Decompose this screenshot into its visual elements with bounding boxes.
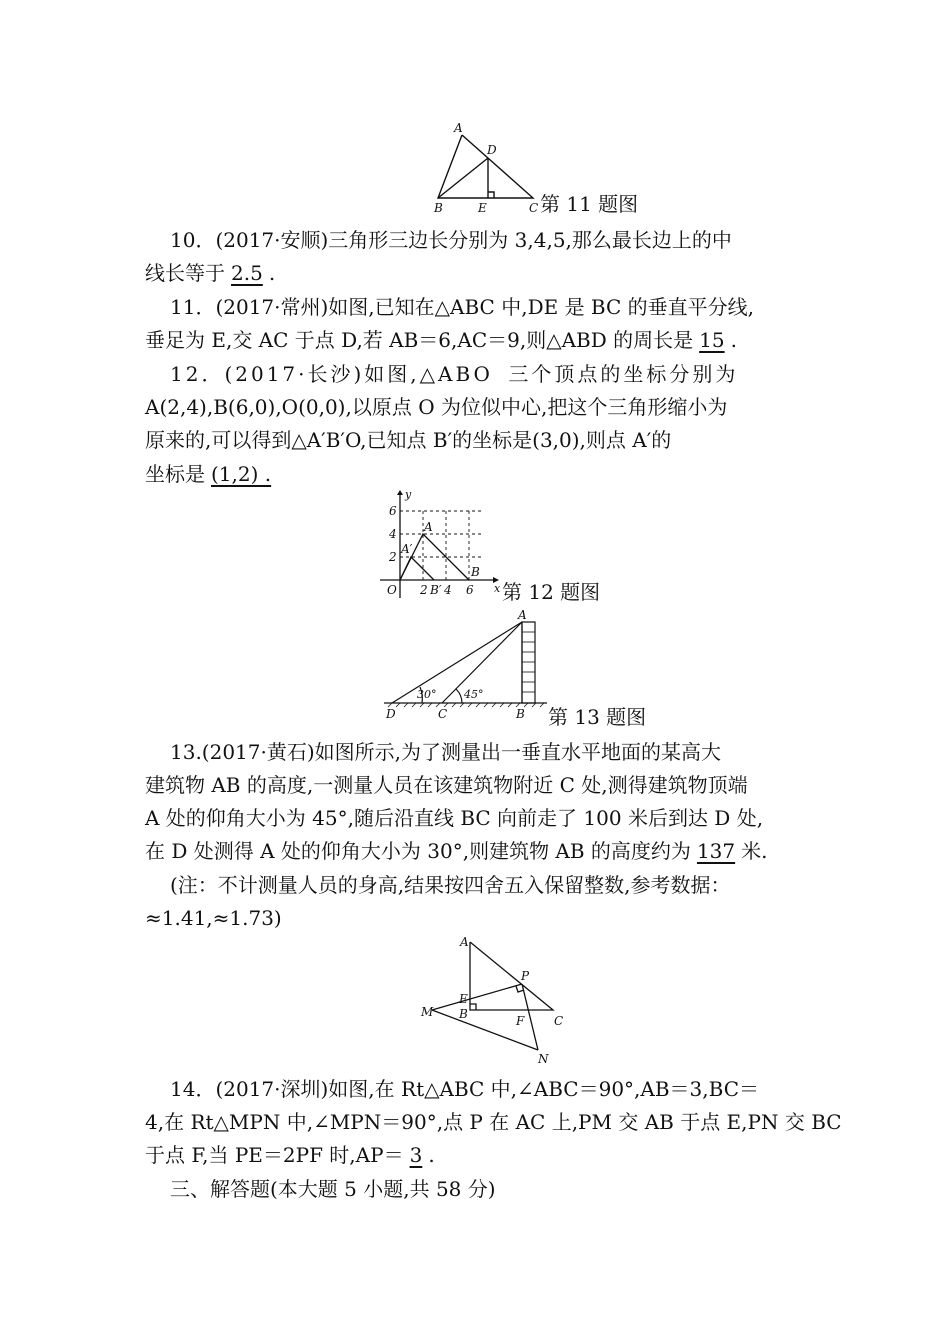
fig14-triangle-abc: [470, 942, 553, 1010]
fig12-label-a: A: [424, 520, 433, 534]
q10-end: .: [268, 261, 276, 285]
fig12-tick-x4: 4: [444, 583, 452, 597]
fig11-label-b: B: [434, 201, 443, 215]
fig13-label-a: A: [518, 608, 527, 622]
fig14-label-m: M: [421, 1005, 434, 1019]
fig13-label-b: B: [516, 707, 525, 721]
fig11-label-d: D: [487, 143, 497, 157]
fig13-angle-45: 45°: [464, 688, 484, 701]
fig12-label-x: x: [494, 582, 501, 595]
fig12-label-b: B: [471, 565, 480, 579]
fig13-caption: 第 13 题图: [548, 705, 647, 729]
fig11-right-angle: [488, 192, 494, 198]
q12-answer: (1,2) .: [211, 462, 272, 486]
q14-end: .: [428, 1143, 435, 1167]
fig14-label-a: A: [460, 935, 469, 949]
q10-line2: [145, 261, 275, 285]
q14-line1: 14．(2017·深圳)如图,在 Rt△ABC 中,∠ABC＝90°,AB＝3,BC＝: [170, 1077, 760, 1101]
fig14-label-e: E: [459, 992, 468, 1006]
q11-end: .: [730, 328, 737, 352]
q13-line1: 13.(2017·黄石)如图所示,为了测量出一垂直水平地面的某高大: [170, 740, 722, 764]
figure-11: [425, 120, 545, 215]
fig13-angle-30: 30°: [417, 688, 437, 701]
fig12-tick-y4: 4: [389, 527, 397, 541]
fig12-label-a1: A′: [401, 542, 413, 556]
fig11-triangle: [438, 135, 533, 198]
q13-end: 米.: [741, 839, 768, 863]
fig14-label-b: B: [459, 1007, 468, 1021]
q10-line1: 10．(2017·安顺)三角形三边长分别为 3,4,5,那么最长边上的中: [170, 228, 732, 252]
fig14-label-p: P: [521, 969, 530, 983]
figure-12: [378, 490, 508, 605]
fig13-building: [522, 622, 535, 703]
q10-answer: 2.5: [231, 261, 263, 285]
figure-14: [418, 932, 578, 1067]
fig11-label-a: A: [454, 121, 463, 135]
fig11-label-c: C: [529, 201, 539, 215]
fig14-segment-pn: [522, 984, 538, 1050]
q12-line2: A(2,4),B(6,0),O(0,0),以原点 O 为位似中心,把这个三角形缩小为: [145, 395, 728, 419]
q14-answer: 3: [409, 1143, 423, 1167]
q13-line3: A 处的仰角大小为 45°,随后沿直线 BC 向前走了 100 米后到达 D 处,: [145, 806, 764, 830]
q14-line2: 4,在 Rt△MPN 中,∠MPN＝90°,点 P 在 AC 上,PM 交 AB 于点 E,PN 交 BC: [145, 1110, 842, 1134]
fig12-label-b1: B′: [430, 583, 442, 597]
figure-13: [382, 610, 552, 720]
q11-answer: 15: [699, 328, 725, 352]
q12-line4: [145, 462, 285, 486]
section3-heading: 三、解答题(本大题 5 小题,共 58 分): [170, 1177, 496, 1201]
fig12-tick-x6: 6: [466, 583, 474, 597]
fig12-caption: 第 12 题图: [502, 580, 601, 604]
fig11-caption: 第 11 题图: [540, 192, 639, 216]
q11-line2: [145, 328, 737, 352]
q13-line4: [145, 839, 767, 863]
q14-text: 于点 F,当 PE＝2PF 时,AP＝: [145, 1143, 404, 1167]
q10-text: 线长等于: [145, 261, 225, 285]
fig14-label-n: N: [538, 1052, 549, 1066]
fig14-label-c: C: [554, 1014, 564, 1028]
fig12-label-y: y: [405, 488, 412, 501]
q13-line2: 建筑物 AB 的高度,一测量人员在该建筑物附近 C 处,测得建筑物顶端: [145, 773, 748, 797]
fig13-label-c: C: [438, 707, 448, 721]
fig13-label-d: D: [386, 707, 396, 721]
q11-text: 垂足为 E,交 AC 于点 D,若 AB＝6,AC＝9,则△ABD 的周长是: [145, 328, 694, 352]
fig12-tick-y6: 6: [389, 504, 397, 518]
fig14-segment-mp: [432, 984, 522, 1010]
q12-line3: 原来的,可以得到△A′B′O,已知点 B′的坐标是(3,0),则点 A′的: [145, 428, 672, 452]
q11-line1: 11．(2017·常州)如图,已知在△ABC 中,DE 是 BC 的垂直平分线,: [170, 295, 755, 319]
fig11-label-e: E: [478, 201, 487, 215]
fig12-tick-x2: 2: [420, 583, 428, 597]
fig12-tick-y2: 2: [389, 550, 397, 564]
q13-note2: ≈1.41,≈1.73): [145, 906, 282, 930]
q14-line3: [145, 1143, 435, 1167]
q13-note1: (注：不计测量人员的身高,结果按四舍五入保留整数,参考数据：: [170, 873, 731, 897]
q13-text: 在 D 处测得 A 处的仰角大小为 30°,则建筑物 AB 的高度约为: [145, 839, 691, 863]
fig14-label-f: F: [516, 1014, 525, 1028]
fig12-triangle-a1b1o: [400, 557, 434, 580]
q13-answer: 137: [696, 839, 736, 863]
q12-line1: 12．(2017·长沙)如图,△ABO 三个顶点的坐标分别为: [170, 362, 739, 386]
fig12-label-o: O: [387, 583, 397, 597]
q12-text: 坐标是: [145, 462, 205, 486]
